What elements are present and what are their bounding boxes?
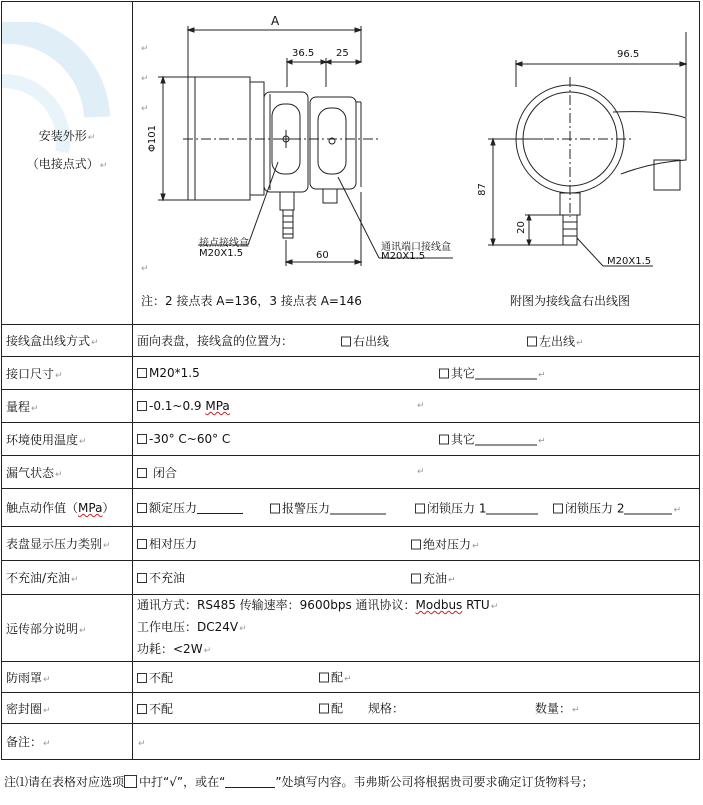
checkbox[interactable] bbox=[137, 704, 147, 714]
checkbox[interactable] bbox=[415, 503, 425, 513]
blank-sample bbox=[225, 775, 275, 788]
row-remark bbox=[2, 724, 700, 760]
drawing-cell bbox=[133, 2, 700, 325]
option-relative-pressure[interactable]: 相对压力 bbox=[137, 537, 197, 551]
value-port bbox=[133, 357, 700, 390]
remote-line-2: 工作电压：DC24V↵ bbox=[137, 620, 247, 634]
option-right-outlet[interactable]: 右出线 bbox=[341, 332, 389, 349]
dim-87: 87 bbox=[476, 183, 488, 196]
callout-side-thread: M20X1.5 bbox=[607, 256, 652, 267]
label-remark: 备注：↵ bbox=[2, 724, 133, 760]
dim-25: 25 bbox=[336, 48, 349, 59]
dim-phi101: Φ101 bbox=[146, 125, 158, 152]
row-display bbox=[2, 527, 700, 561]
paragraph-mark: ↵ bbox=[87, 133, 96, 143]
row-leak bbox=[2, 456, 700, 489]
option-seal-yes[interactable]: 配 bbox=[319, 700, 343, 717]
drawing-note: 注：2 接点表 A=136，3 接点表 A=146 bbox=[141, 294, 362, 308]
seal-spec-label: 规格： bbox=[368, 701, 405, 716]
row-drawing bbox=[2, 2, 700, 325]
checkbox[interactable] bbox=[137, 468, 147, 478]
value-contact bbox=[133, 489, 700, 527]
option-rated-pressure[interactable]: 额定压力 bbox=[137, 501, 243, 515]
value-remote bbox=[133, 595, 700, 662]
fill-in-blank[interactable] bbox=[486, 501, 538, 514]
row-remote bbox=[2, 595, 700, 662]
fill-in-blank[interactable] bbox=[475, 433, 537, 446]
seal-qty-label: 数量：↵ bbox=[535, 701, 580, 716]
footer-note: 注⑴请在表格对应选项 中打“√”，或在“ ”处填写内容。韦弗斯公司将根据贵司要求确定订货物料号； bbox=[4, 775, 594, 789]
paragraph-mark: ↵ bbox=[141, 74, 149, 84]
technical-drawing bbox=[133, 2, 700, 324]
label-wiring: 接线盒出线方式↵ bbox=[2, 325, 133, 357]
value-range bbox=[133, 390, 700, 423]
option-no-oil[interactable]: 不充油 bbox=[137, 571, 185, 585]
option-lock-pressure-2[interactable]: 闭锁压力 2 ↵ bbox=[553, 499, 681, 516]
remote-line-1: 通讯方式：RS485 传输速率：9600bps 通讯协议：Modbus RTU↵ bbox=[137, 598, 499, 612]
label-seal: 密封圈↵ bbox=[2, 693, 133, 724]
option-rain-yes[interactable]: 配↵ bbox=[319, 669, 352, 686]
checkbox[interactable] bbox=[553, 503, 563, 513]
option-closed[interactable]: 闭合 bbox=[137, 466, 177, 480]
label-remote: 远传部分说明↵ bbox=[2, 595, 133, 662]
row-contact bbox=[2, 489, 700, 527]
paragraph-mark: ↵ bbox=[417, 467, 425, 477]
label-drawing bbox=[2, 2, 133, 325]
row-oil bbox=[2, 561, 700, 595]
option-left-outlet[interactable]: 左出线↵ bbox=[527, 332, 584, 349]
checkbox[interactable] bbox=[137, 503, 147, 513]
row-port bbox=[2, 357, 700, 390]
checkbox[interactable] bbox=[411, 573, 421, 583]
spec-table bbox=[1, 1, 700, 760]
value-wiring bbox=[133, 325, 700, 357]
callout-contact-box: 接点接线盒 bbox=[199, 238, 249, 249]
checkbox-sample bbox=[124, 775, 137, 788]
watermark-decoration bbox=[2, 22, 112, 222]
option-seal-none[interactable]: 不配 bbox=[137, 702, 173, 716]
value-seal bbox=[133, 693, 700, 724]
label-leak: 漏气状态↵ bbox=[2, 456, 133, 489]
value-temp bbox=[133, 423, 700, 456]
label-oil: 不充油/充油↵ bbox=[2, 561, 133, 595]
checkbox[interactable] bbox=[270, 503, 280, 513]
checkbox[interactable] bbox=[319, 673, 329, 683]
option-oil[interactable]: 充油↵ bbox=[411, 569, 456, 586]
value-oil bbox=[133, 561, 700, 595]
paragraph-mark: ↵ bbox=[141, 264, 149, 274]
drawing-caption-right: 附图为接线盒右出线图 bbox=[510, 294, 631, 308]
label-contact: 触点动作值（MPa） bbox=[2, 489, 133, 527]
label-display: 表盘显示压力类别↵ bbox=[2, 527, 133, 561]
fill-in-blank[interactable] bbox=[330, 501, 386, 514]
dim-20: 20 bbox=[515, 221, 527, 234]
remote-line-3: 功耗：<2W↵ bbox=[137, 642, 212, 656]
fill-in-blank[interactable] bbox=[475, 367, 537, 380]
callout-comm-thread: M20X1.5 bbox=[381, 251, 426, 262]
checkbox[interactable] bbox=[341, 336, 351, 346]
row-temp bbox=[2, 423, 700, 456]
option-temp-other[interactable]: 其它 ↵ bbox=[439, 431, 546, 448]
row-seal bbox=[2, 693, 700, 724]
drawing-label: 安装外形 bbox=[38, 129, 87, 143]
checkbox[interactable] bbox=[137, 673, 147, 683]
value-rain bbox=[133, 662, 700, 693]
checkbox[interactable] bbox=[527, 336, 537, 346]
label-port: 接口尺寸↵ bbox=[2, 357, 133, 390]
paragraph-mark: ↵ bbox=[99, 161, 108, 171]
option-rain-none[interactable]: 不配 bbox=[137, 671, 173, 685]
callout-contact-thread: M20X1.5 bbox=[199, 248, 244, 259]
option-lock-pressure-1[interactable]: 闭锁压力 1 bbox=[415, 499, 538, 516]
value-remark[interactable] bbox=[133, 724, 700, 760]
checkbox[interactable] bbox=[439, 435, 449, 445]
dim-60: 60 bbox=[316, 250, 329, 261]
paragraph-mark: ↵ bbox=[141, 104, 149, 114]
checkbox[interactable] bbox=[319, 704, 329, 714]
value-display bbox=[133, 527, 700, 561]
label-temp: 环境使用温度↵ bbox=[2, 423, 133, 456]
option-port-other[interactable]: 其它 ↵ bbox=[439, 365, 546, 382]
label-rain: 防雨罩↵ bbox=[2, 662, 133, 693]
paragraph-mark: ↵ bbox=[138, 738, 146, 749]
value-leak bbox=[133, 456, 700, 489]
row-rain bbox=[2, 662, 700, 693]
option-m20[interactable]: M20*1.5 bbox=[137, 366, 200, 380]
row-range bbox=[2, 390, 700, 423]
dim-96-5: 96.5 bbox=[617, 49, 640, 60]
checkbox[interactable] bbox=[137, 401, 147, 411]
fill-in-blank[interactable] bbox=[197, 501, 243, 514]
drawing-label-sub: （电接点式） bbox=[26, 157, 99, 171]
paragraph-mark: ↵ bbox=[141, 44, 149, 54]
checkbox[interactable] bbox=[411, 539, 421, 549]
fill-in-blank[interactable] bbox=[624, 501, 672, 514]
option-temp-range[interactable]: -30° C~60° C bbox=[137, 432, 230, 446]
checkbox[interactable] bbox=[137, 434, 147, 444]
callout-comm-box: 通讯端口接线盒 bbox=[381, 242, 451, 253]
checkbox[interactable] bbox=[137, 573, 147, 583]
checkbox[interactable] bbox=[137, 368, 147, 378]
label-range: 量程↵ bbox=[2, 390, 133, 423]
paragraph-mark: ↵ bbox=[417, 401, 425, 411]
option-range[interactable]: -0.1~0.9 MPa bbox=[137, 399, 230, 413]
row-wiring bbox=[2, 325, 700, 357]
wiring-text: 面向表盘，接线盒的位置为： bbox=[137, 334, 294, 348]
option-alarm-pressure[interactable]: 报警压力 bbox=[270, 499, 386, 516]
option-absolute-pressure[interactable]: 绝对压力↵ bbox=[411, 535, 480, 552]
dim-36-5: 36.5 bbox=[292, 48, 315, 59]
checkbox[interactable] bbox=[439, 369, 449, 379]
checkbox[interactable] bbox=[137, 539, 147, 549]
dim-A: A bbox=[271, 14, 280, 28]
